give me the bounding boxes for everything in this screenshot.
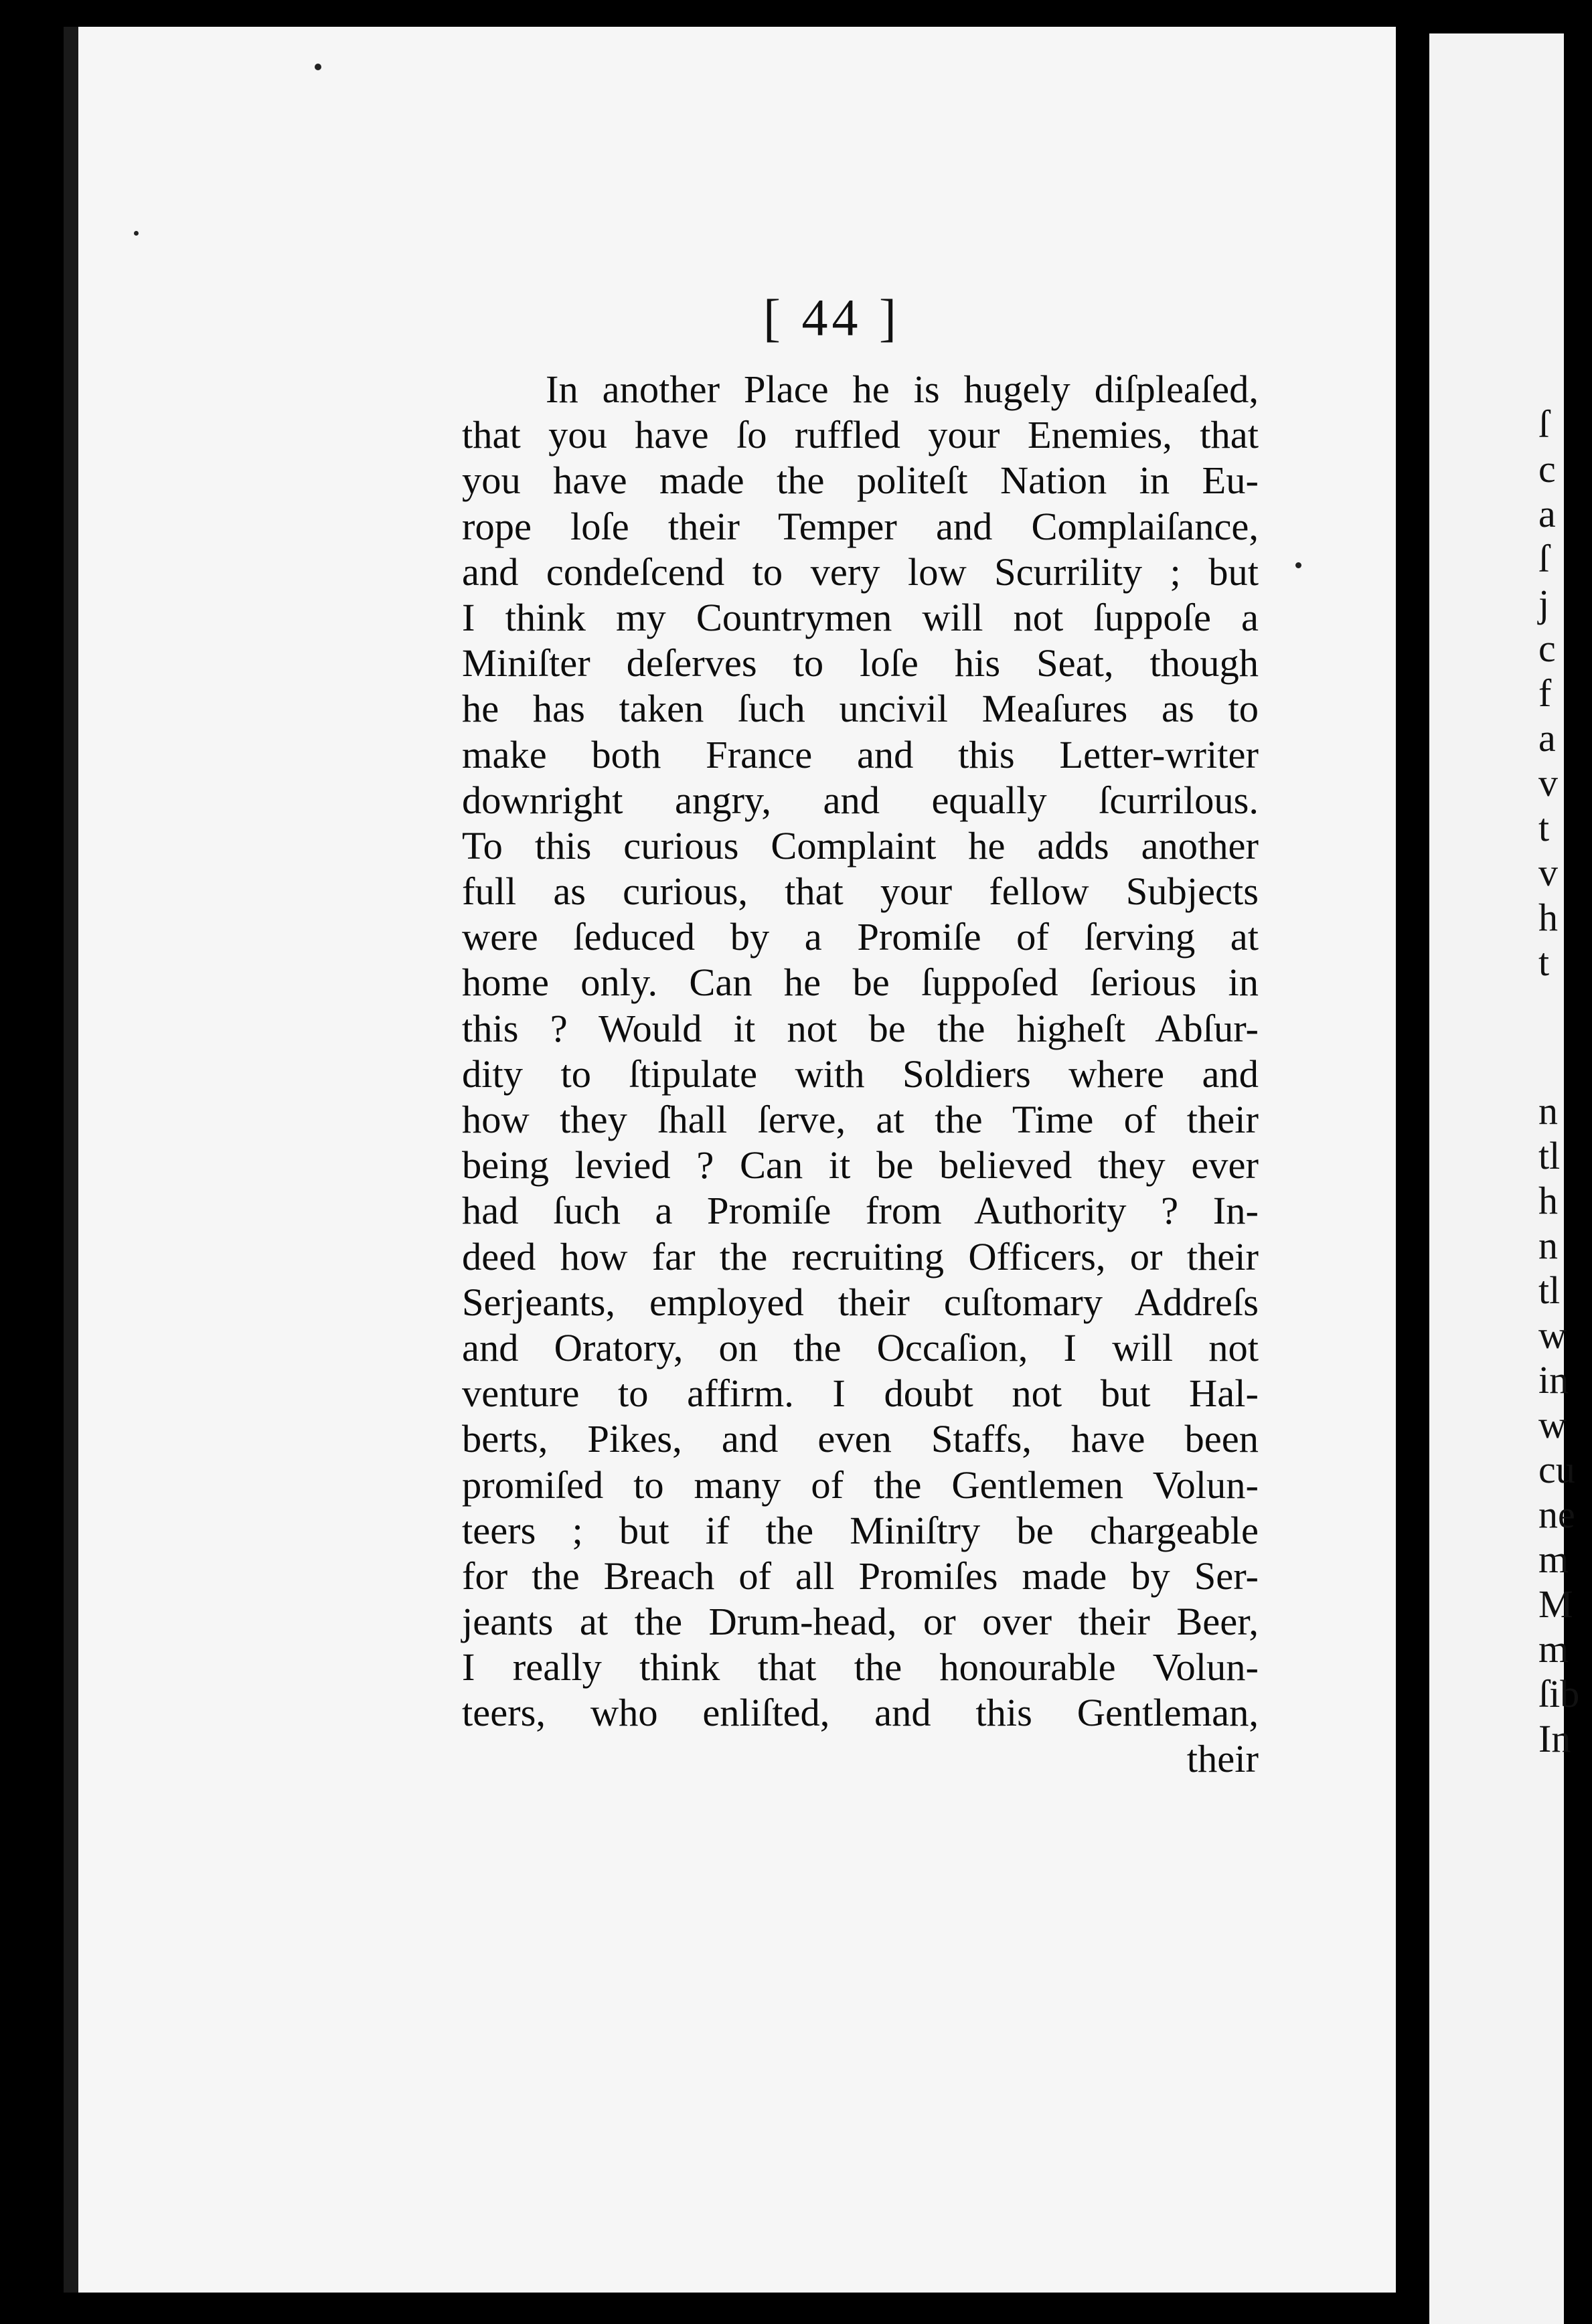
fragment: in <box>1538 1358 1569 1402</box>
text-line: were ſeduced by a Promiſe of ſerving at <box>462 915 1259 959</box>
fragment: j <box>1538 582 1550 625</box>
text-line: I really think that the honourable Volun- <box>462 1645 1259 1689</box>
book-gutter <box>1396 27 1429 2324</box>
fragment: n <box>1538 1224 1558 1267</box>
fragment: t <box>1538 940 1550 984</box>
text-line: teers ; but if the Miniſtry be chargeable <box>462 1508 1259 1552</box>
ink-speck <box>315 64 321 70</box>
fragment: v <box>1538 851 1558 894</box>
text-line: you have made the politeſt Nation in Eu- <box>462 459 1259 503</box>
fragment: ne <box>1538 1493 1575 1536</box>
fragment: n <box>1538 1089 1558 1133</box>
ink-speck <box>134 231 139 236</box>
facing-page-text-fragments <box>1538 402 1592 1761</box>
fragment: a <box>1538 716 1556 760</box>
text-line: being levied ? Can it be believed they ever <box>462 1143 1259 1187</box>
text-line: full as curious, that your fellow Subjects <box>462 869 1259 914</box>
text-line: downright angry, and equally ſcurrilous. <box>462 778 1259 822</box>
fragment: t <box>1538 806 1550 849</box>
text-line: home only. Can he be ſuppoſed ſerious in <box>462 961 1259 1005</box>
fragment: m <box>1538 1538 1569 1581</box>
text-line: Serjeants, employed their cuſtomary Addreſs <box>462 1280 1259 1324</box>
fragment: h <box>1538 1179 1558 1222</box>
text-line: promiſed to many of the Gentlemen Volun- <box>462 1463 1259 1507</box>
fragment: f <box>1538 671 1552 715</box>
body-text <box>462 367 1259 1782</box>
text-line: and Oratory, on the Occaſion, I will not <box>462 1325 1259 1370</box>
text-line: In another Place he is hugely diſpleaſed, <box>546 367 1259 411</box>
text-line: how they ſhall ſerve, at the Time of their <box>462 1098 1259 1141</box>
fragment: c <box>1538 627 1556 670</box>
text-line: had ſuch a Promiſe from Authority ? In- <box>462 1189 1259 1233</box>
text-line: and condeſcend to very low Scurrility ; but <box>462 550 1259 594</box>
text-line: Miniſter deſerves to loſe his Seat, though <box>462 641 1259 685</box>
fragment: cu <box>1538 1448 1575 1491</box>
fragment: ſ <box>1538 537 1550 580</box>
text-line: venture to affirm. I doubt not but Hal- <box>462 1372 1259 1416</box>
fragment: c <box>1538 447 1556 491</box>
text-line: make both France and this Letter-writer <box>462 732 1259 776</box>
text-line: jeants at the Drum-head, or over their Beer, <box>462 1600 1259 1644</box>
text-line: for the Breach of all Promiſes made by Ser- <box>462 1554 1259 1598</box>
fragment: ſib <box>1538 1672 1580 1716</box>
text-line: dity to ſtipulate with Soldiers where and <box>462 1052 1259 1096</box>
fragment: m <box>1538 1627 1569 1671</box>
catchword: their <box>1186 1736 1259 1780</box>
text-line: rope loſe their Temper and Complaiſance, <box>462 504 1259 548</box>
fragment: tl <box>1538 1268 1561 1312</box>
fragment: v <box>1538 761 1558 805</box>
text-line: he has taken ſuch uncivil Meaſures as to <box>462 687 1259 731</box>
fragment: w <box>1538 1403 1567 1446</box>
page-number: [ 44 ] <box>763 288 900 347</box>
fragment: w <box>1538 1313 1567 1357</box>
text-line: teers, who enliſted, and this Gentleman, <box>462 1691 1259 1735</box>
text-line: To this curious Complaint he adds another <box>462 823 1259 867</box>
text-line: I think my Countrymen will not ſuppoſe a <box>462 595 1259 639</box>
fragment: M <box>1538 1582 1573 1626</box>
fragment: h <box>1538 896 1558 939</box>
text-line: this ? Would it not be the higheſt Abſur- <box>462 1006 1259 1050</box>
text-line: that you have ſo ruffled your Enemies, that <box>462 413 1259 457</box>
text-line: deed how far the recruiting Officers, or their <box>462 1234 1259 1278</box>
fragment: ſ <box>1538 402 1550 446</box>
fragment: tl <box>1538 1134 1561 1177</box>
fragment: a <box>1538 492 1556 535</box>
fragment: In <box>1538 1717 1571 1760</box>
ink-speck <box>1295 562 1301 568</box>
text-line: berts, Pikes, and even Staffs, have been <box>462 1417 1259 1461</box>
